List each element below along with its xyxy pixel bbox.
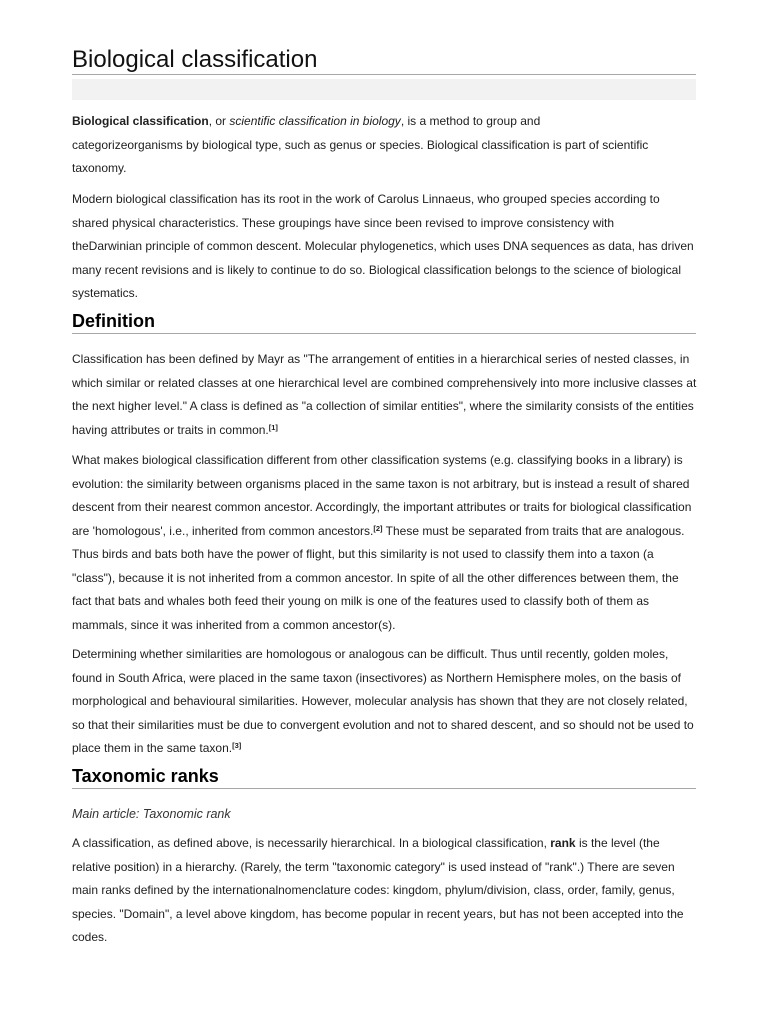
paragraph-line: shared physical characteristics. These groupings have since been revised to improve consistency with (72, 215, 615, 230)
text-run: is the level (the (575, 836, 660, 851)
paragraph-line: descent from their nearest common ancestor. Accordingly, the important attributes or traits for biological classification (72, 500, 692, 515)
bold-term: Biological classification (72, 114, 209, 129)
lead-paragraph (72, 188, 696, 306)
subtitle-bar (72, 79, 696, 100)
paragraph-line: evolution: the similarity between organisms placed in the same taxon is not arbitrary, but is instead a result of shared (72, 476, 690, 491)
paragraph-line: Determining whether similarities are homologous or analogous can be difficult. Thus until recently, golden moles, (72, 647, 669, 662)
section-heading-definition: Definition (72, 309, 696, 334)
paragraph-line: theDarwinian principle of common descent. Molecular phylogenetics, which uses DNA sequences as data, has driven (72, 239, 694, 254)
paragraph-line: many recent revisions and is likely to continue to do so. Biological classification belongs to the science of biological (72, 262, 681, 277)
paragraph-line: found in South Africa, were placed in the same taxon (insectivores) as Northern Hemisphere moles, on the basis of (72, 670, 681, 685)
paragraph-line: relative position) in a hierarchy. (Rarely, the term "taxonomic category" is used instead of "rank".) There are seven (72, 859, 675, 874)
paragraph-line: systematics. (72, 286, 139, 301)
main-article-hatnote: Main article: Taxonomic rank (72, 807, 231, 822)
paragraph-line (72, 520, 696, 544)
paragraph-line: Thus birds and bats both have the power of flight, but this similarity is not used to classify them into a taxon (a (72, 547, 654, 562)
paragraph-line: which similar or related classes at one hierarchical level are combined comprehensively into more inclusive classes at (72, 375, 697, 390)
section-paragraph (72, 449, 696, 637)
lead-paragraph (72, 110, 696, 181)
paragraph-line (72, 110, 696, 134)
text-run: , is a method to group and (400, 114, 541, 129)
article (72, 0, 696, 950)
citation-ref: [2] (373, 523, 383, 533)
bold-term: rank (550, 836, 576, 851)
section-heading-taxonomic-ranks: Taxonomic ranks (72, 764, 696, 789)
paragraph-line: fact that bats and whales both feed their young on milk is one of the features used to classify both of them as (72, 594, 650, 609)
text-run: having attributes or traits in common. (72, 422, 269, 437)
paragraph-line: so that their similarities must be due to convergent evolution and not to shared descent, and so should not be used to (72, 717, 694, 732)
paragraph-line: taxonomy. (72, 161, 127, 176)
text-run: These must be separated from traits that are analogous. (382, 523, 685, 538)
section-paragraph (72, 348, 696, 442)
paragraph-line: species. "Domain", a level above kingdom, has become popular in recent years, but has not been accepted into the (72, 906, 684, 921)
paragraph-line: codes. (72, 930, 108, 945)
paragraph-line (72, 419, 696, 443)
section-paragraph (72, 643, 696, 761)
text-run: A classification, as defined above, is necessarily hierarchical. In a biological classification, (72, 836, 551, 851)
paragraph-line: main ranks defined by the internationalnomenclature codes: kingdom, phylum/division, class, order, family, genus, (72, 883, 675, 898)
text-run: place them in the same taxon. (72, 741, 233, 756)
paragraph-line: mammals, since it was inherited from a common ancestor(s). (72, 617, 396, 632)
paragraph-line: the next higher level." A class is defined as "a collection of similar entities", where the similarity consists of the entities (72, 399, 694, 414)
paragraph-line: Modern biological classification has its root in the work of Carolus Linnaeus, who grouped species according to (72, 192, 660, 207)
text-run: , or (208, 114, 230, 129)
italic-term: scientific classification in biology (229, 114, 401, 129)
section-paragraph (72, 832, 696, 950)
text-run: are 'homologous', i.e., inherited from common ancestors. (72, 523, 374, 538)
paragraph-line: Classification has been defined by Mayr as "The arrangement of entities in a hierarchical series of nested classes, in (72, 352, 690, 367)
paragraph-line: morphological and behavioural similarities. However, molecular analysis has shown that they are not closely related, (72, 694, 688, 709)
paragraph-line (72, 832, 696, 856)
paragraph-line: "class"), because it is not inherited from a common ancestor. In spite of all the other differences between them, the (72, 570, 679, 585)
citation-ref: [1] (268, 422, 278, 432)
citation-ref: [3] (232, 741, 242, 751)
paragraph-line: categorizeorganisms by biological type, such as genus or species. Biological classification is part of scientific (72, 137, 649, 152)
paragraph-line: What makes biological classification different from other classification systems (e.g. classifying books in a library) is (72, 453, 683, 468)
page-title: Biological classification (72, 46, 696, 75)
paragraph-line (72, 737, 696, 761)
